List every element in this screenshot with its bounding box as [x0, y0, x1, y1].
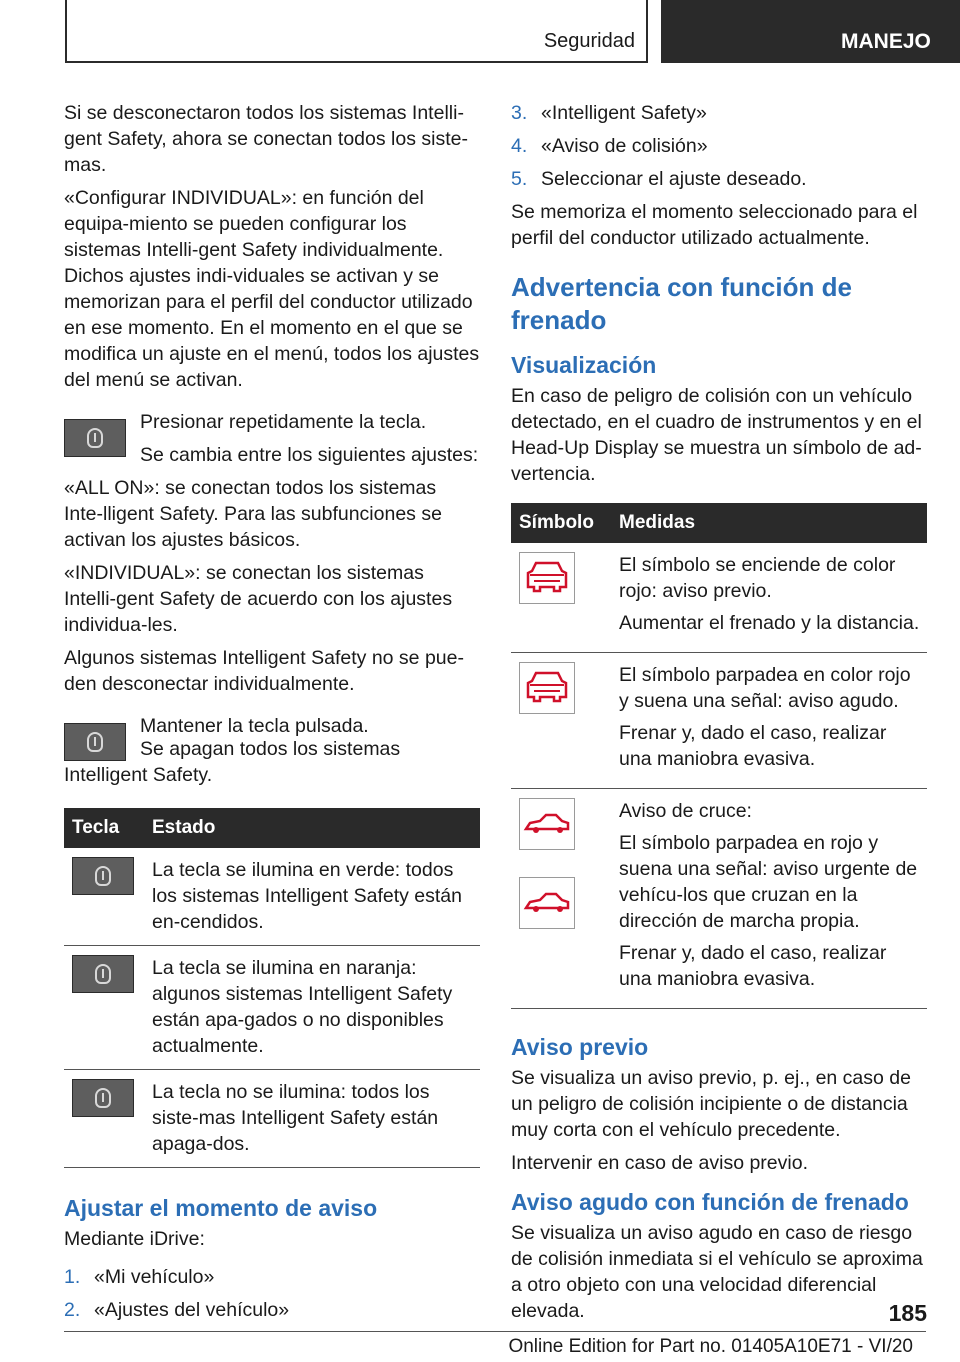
page-number: 185: [888, 1300, 927, 1326]
list-item: 3. «Intelligent Safety»: [511, 102, 707, 124]
right-column: [511, 100, 927, 1331]
key-instruction: [64, 409, 480, 468]
section-heading: Ajustar el momento de aviso: [64, 1195, 378, 1221]
table-cell: La tecla se ilumina en naranja: algunos sistemas Intelligent Safety están apa-gados o no disponibles actualmente.: [144, 946, 480, 1070]
symbol-table: [511, 503, 927, 1009]
car-front-red-icon: [519, 662, 575, 714]
car-side-red-icon: [519, 798, 575, 850]
list-item: 2. «Ajustes del vehículo»: [64, 1299, 290, 1321]
key-orange-icon: [72, 955, 134, 993]
instruction-text: Se cambia entre los siguientes ajustes:: [140, 444, 479, 466]
step-list: [511, 100, 927, 192]
key-green-icon: [72, 857, 134, 895]
table-cell: Aumentar el frenado y la distancia.: [619, 612, 920, 634]
instruction-text: Presionar repetidamente la tecla.: [140, 411, 427, 433]
chapter-tab: MANEJO: [661, 0, 960, 63]
table-header: Símbolo: [511, 503, 611, 543]
paragraph: Si se desconectaron todos los sistemas Intelli-gent Safety, ahora se conectan todos los siste-mas.: [64, 102, 468, 176]
key-instruction: [64, 713, 480, 769]
table-row: [64, 848, 480, 946]
table-cell: La tecla no se ilumina: todos los siste-mas Intelligent Safety están apaga-dos.: [144, 1070, 480, 1168]
paragraph: Mediante iDrive:: [64, 1228, 205, 1250]
footer-edition: Online Edition for Part no. 01405A10E71 - VI/20: [508, 1336, 913, 1357]
paragraph: En caso de peligro de colisión con un vehículo detectado, en el cuadro de instrumentos y en el Head-Up Display se muestra un símbolo de ad-vertencia.: [511, 385, 922, 485]
table-row: [511, 543, 927, 653]
table-row: [64, 1070, 480, 1168]
paragraph: «INDIVIDUAL»: se conectan los sistemas Intelli-gent Safety de acuerdo con los ajustes individua-les.: [64, 562, 453, 636]
subsection-heading: Visualización: [511, 352, 657, 378]
paragraph: «Configurar INDIVIDUAL»: en función del equipa-miento se pueden configurar los sistemas Intelli-gent Safety individualmente. Dichos ajustes indi-viduales se activan y se memorizan para el perfil del conductor utilizado en ese momento. En el momento en el que se modifica un ajuste en el menú, todos los ajustes del menú se activan.: [64, 187, 480, 391]
table-cell: El símbolo se enciende de color rojo: aviso previo.: [619, 554, 896, 602]
paragraph: Algunos sistemas Intelligent Safety no se pue-den desconectar individualmente.: [64, 647, 464, 695]
paragraph: «ALL ON»: se conectan todos los sistemas Inte-lligent Safety. Para las subfunciones se activan los ajustes básicos.: [64, 477, 442, 551]
table-header: Medidas: [611, 503, 927, 543]
section-heading: Advertencia con función de frenado: [511, 272, 852, 335]
paragraph: Se memoriza el momento seleccionado para el perfil del conductor utilizado actualmente.: [511, 201, 918, 249]
section-heading: Aviso previo: [511, 1034, 649, 1060]
intelligent-safety-key-icon: [64, 419, 126, 457]
footer-divider: [64, 1331, 926, 1332]
section-title: Seguridad: [543, 30, 635, 52]
paragraph: Se visualiza un aviso previo, p. ej., en caso de un peligro de colisión incipiente o de distancia muy corta con el vehículo precedente.: [511, 1067, 911, 1141]
table-row: [511, 653, 927, 789]
table-cell: La tecla se ilumina en verde: todos los sistemas Intelligent Safety están en-cendidos.: [144, 848, 480, 946]
step-list: [64, 1264, 480, 1323]
instruction-text: Se apagan todos los sistemas Intelligent Safety.: [64, 738, 401, 786]
intelligent-safety-key-icon: [64, 723, 126, 761]
list-item: 5. Seleccionar el ajuste deseado.: [511, 168, 807, 190]
instruction-text: Mantener la tecla pulsada.: [140, 715, 369, 737]
key-off-icon: [72, 1079, 134, 1117]
table-row: [511, 789, 927, 1009]
key-status-table: [64, 808, 480, 1168]
table-row: [64, 946, 480, 1070]
car-front-red-icon: [519, 552, 575, 604]
table-header: Estado: [144, 808, 480, 848]
table-cell: El símbolo parpadea en rojo y suena una señal: aviso urgente de vehícu-los que cruzan en la dirección de marcha propia.: [619, 832, 918, 932]
left-column: [64, 100, 480, 1330]
table-cell: Frenar y, dado el caso, realizar una maniobra evasiva.: [619, 722, 887, 770]
table-header: Tecla: [64, 808, 144, 848]
table-cell: El símbolo parpadea en color rojo y suena una señal: aviso agudo.: [619, 664, 911, 712]
list-item: 4. «Aviso de colisión»: [511, 135, 708, 157]
section-heading: Aviso agudo con función de frenado: [511, 1189, 909, 1215]
table-cell: Aviso de cruce:: [619, 800, 752, 822]
paragraph: Intervenir en caso de aviso previo.: [511, 1152, 808, 1174]
list-item: 1. «Mi vehículo»: [64, 1266, 215, 1288]
table-cell: Frenar y, dado el caso, realizar una maniobra evasiva.: [619, 942, 887, 990]
car-side-red-icon: [519, 877, 575, 929]
paragraph: Se visualiza un aviso agudo en caso de riesgo de colisión inmediata si el vehículo se aproxima a otro objeto con una velocidad diferencial elevada.: [511, 1222, 923, 1322]
